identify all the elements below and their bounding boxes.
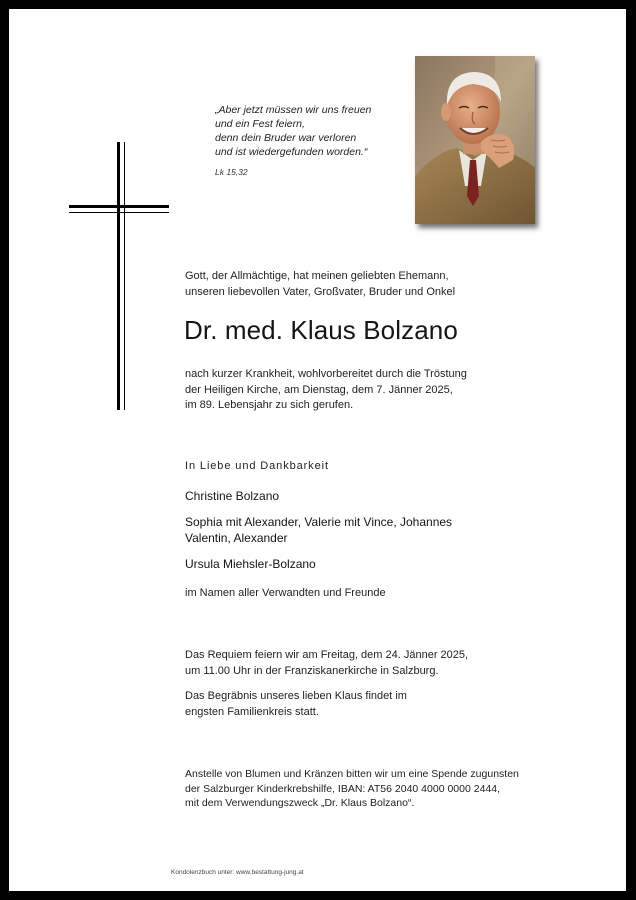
donation-line: Anstelle von Blumen und Kränzen bitten wir um eine Spende zugunsten xyxy=(185,768,519,780)
passing-line: der Heiligen Kirche, am Dienstag, dem 7. Jänner 2025, xyxy=(185,383,453,396)
mourner-spouse: Christine Bolzano xyxy=(185,489,280,503)
deceased-name: Dr. med. Klaus Bolzano xyxy=(184,315,458,345)
intro-line: Gott, der Allmächtige, hat meinen geliebten Ehemann, xyxy=(185,270,449,282)
quote-line: und ist wiedergefunden worden.“ xyxy=(215,146,368,158)
quote-line: und ein Fest feiern, xyxy=(215,118,305,130)
requiem-line: um 11.00 Uhr in der Franziskanerkirche in Salzburg. xyxy=(185,664,439,677)
bible-quote xyxy=(215,103,405,159)
mourners-heading: In Liebe und Dankbarkeit xyxy=(185,460,329,472)
mourner-children xyxy=(185,514,505,546)
passing-line: im 89. Lebensjahr zu sich gerufen. xyxy=(185,399,354,411)
burial-line: Das Begräbnis unseres lieben Klaus findet im xyxy=(185,690,407,702)
mourner-sibling: Ursula Miehsler-Bolzano xyxy=(185,557,316,571)
donation-line: der Salzburger Kinderkrebshilfe, IBAN: AT56 2040 4000 0000 2444, xyxy=(185,782,501,795)
quote-line: denn dein Bruder war verloren xyxy=(215,132,357,144)
burial-info xyxy=(185,689,407,720)
requiem-line: Das Requiem feiern wir am Freitag, dem 24. Jänner 2025, xyxy=(185,649,469,661)
quote-reference: Lk 15,32 xyxy=(215,167,248,177)
obituary-page xyxy=(9,9,626,891)
passing-line: nach kurzer Krankheit, wohlvorbereitet durch die Tröstung xyxy=(185,368,467,380)
portrait-photo xyxy=(415,56,535,224)
burial-line: engsten Familienkreis statt. xyxy=(185,705,319,718)
passing-statement xyxy=(185,367,545,414)
intro-line: unseren liebevollen Vater, Großvater, Bruder und Onkel xyxy=(185,285,456,298)
condolence-book-link[interactable]: Kondolenzbuch unter: www.bestattung-jung.at xyxy=(171,869,304,876)
donation-info xyxy=(185,767,519,811)
cross-icon xyxy=(69,142,169,410)
mourner-children-line: Sophia mit Alexander, Valerie mit Vince, Johannes xyxy=(185,515,453,529)
quote-line: „Aber jetzt müssen wir uns freuen xyxy=(215,104,372,116)
announcement-intro xyxy=(185,269,545,300)
mourners-relatives: im Namen aller Verwandten und Freunde xyxy=(185,587,386,599)
requiem-info xyxy=(185,648,468,679)
mourner-children-line: Valentin, Alexander xyxy=(185,531,288,545)
donation-line: mit dem Verwendungszweck „Dr. Klaus Bolzano“. xyxy=(185,797,415,809)
